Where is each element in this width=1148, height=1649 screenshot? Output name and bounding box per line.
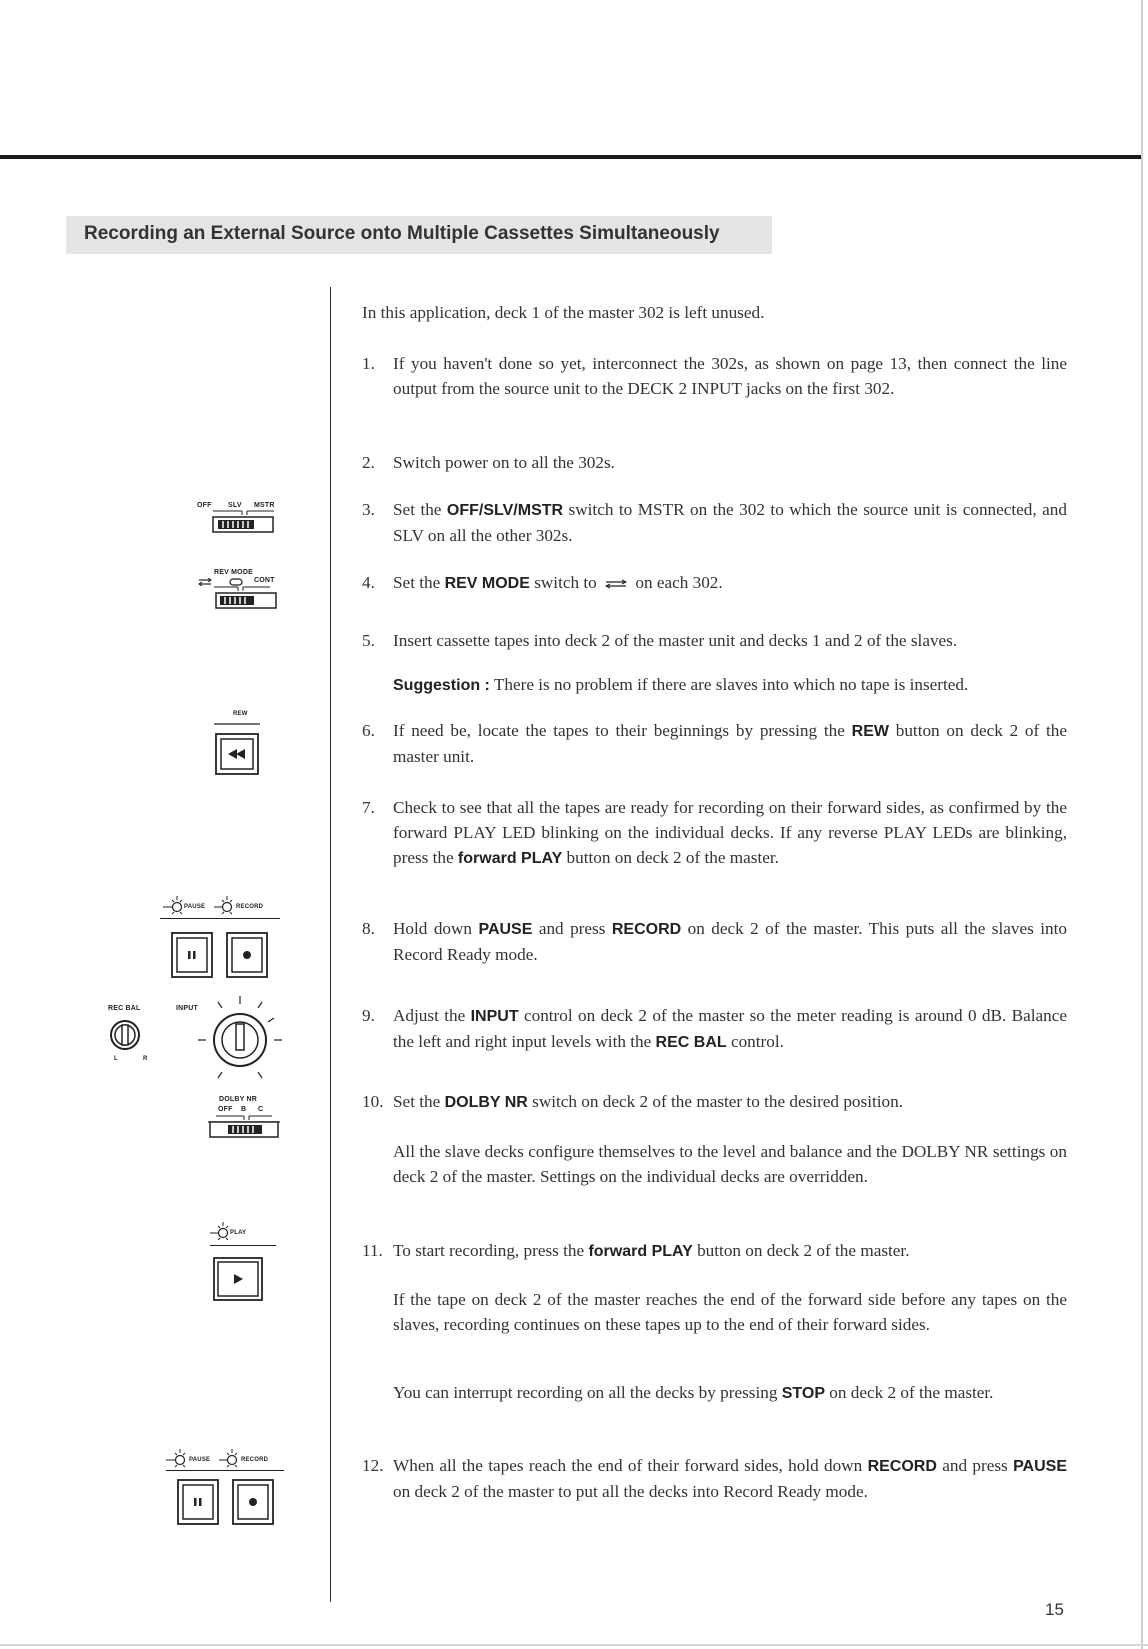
text-run: on deck 2 of the master. This puts all the slaves into Record Ready mode.: [393, 919, 1067, 964]
text-run: To start recording, press the: [393, 1241, 589, 1260]
step-number: 5.: [362, 631, 375, 650]
step-8: [362, 916, 1067, 967]
rev-mode-label: REV MODE: [214, 569, 253, 576]
step-11-note-b: [393, 1380, 1067, 1406]
text-run: Check to see that all the tapes are ready for recording on their forward sides, as confirmed by the forward PLAY LED blinking on the individual decks. If any reverse PLAY LEDs are blinking, press the: [393, 798, 1067, 867]
record-led-label: RECORD: [236, 904, 264, 910]
step-7: [362, 795, 1067, 871]
step-11: [362, 1238, 1067, 1264]
slv-label: SLV: [228, 502, 242, 509]
step-number: 2.: [362, 453, 375, 472]
step-number: 1.: [362, 354, 375, 373]
pause-button[interactable]: [170, 931, 214, 979]
text-run: Set the: [393, 500, 447, 519]
record-keyword: RECORD: [867, 1458, 937, 1475]
text-run: Hold down: [393, 919, 479, 938]
step-5: [362, 628, 1067, 653]
record-button[interactable]: [225, 931, 269, 979]
text-run: You can interrupt recording on all the decks by pressing: [393, 1383, 782, 1402]
pause-led-label: PAUSE: [184, 904, 206, 910]
pause-keyword: PAUSE: [478, 921, 533, 938]
step-number: 11.: [362, 1241, 383, 1260]
step-text: Insert cassette tapes into deck 2 of the master unit and decks 1 and 2 of the slaves.: [393, 631, 958, 650]
dolby-c-label: C: [258, 1106, 264, 1113]
off-slv-mstr-switch[interactable]: [210, 509, 280, 537]
r-label: R: [143, 1056, 148, 1062]
page-edge-bottom: [0, 1644, 1148, 1646]
rew-keyword: REW: [851, 723, 889, 740]
dolby-nr-keyword: DOLBY NR: [444, 1094, 528, 1111]
text-run: button on deck 2 of the master.: [562, 848, 779, 867]
step-3: [362, 497, 1067, 548]
step-text: [393, 570, 1067, 596]
text-run: button on deck 2 of the master.: [692, 1241, 910, 1260]
step-text: [393, 1453, 1067, 1504]
cont-label: CONT: [254, 577, 275, 584]
text-run: on deck 2 of the master.: [825, 1383, 994, 1402]
step-number: 10.: [362, 1092, 384, 1111]
text-run: switch on deck 2 of the master to the desired position.: [527, 1092, 904, 1111]
step-text: [393, 1238, 1067, 1264]
step-4: [362, 570, 1067, 596]
rec-bal-knob[interactable]: [108, 1018, 142, 1052]
step-number: 7.: [362, 798, 375, 817]
reverse-symbol-icon: [198, 578, 212, 586]
record-button-2[interactable]: [231, 1478, 275, 1526]
step-number: 9.: [362, 1006, 375, 1025]
step-number: 8.: [362, 919, 375, 938]
step-number: 3.: [362, 500, 375, 519]
text-run: and press: [532, 919, 612, 938]
text-run: Set the: [393, 573, 445, 592]
step-10: [362, 1089, 1067, 1115]
step-number: 4.: [362, 573, 375, 592]
suggestion-note: [393, 672, 1067, 698]
page-number: 15: [1045, 1600, 1064, 1619]
intro-paragraph: In this application, deck 1 of the master 302 is left unused.: [362, 303, 765, 322]
text-run: on each 302.: [631, 573, 723, 592]
step-number: 12.: [362, 1456, 384, 1475]
stop-keyword: STOP: [781, 1385, 825, 1402]
pause-record-rule: [160, 918, 280, 919]
step-2: [362, 450, 1067, 475]
step-10-note: All the slave decks configure themselves to the level and balance and the DOLBY NR settings on deck 2 of the master. Settings on the individual decks are overridden.: [393, 1142, 1067, 1186]
suggestion-label: Suggestion :: [393, 677, 490, 694]
step-text: [393, 497, 1067, 548]
forward-play-keyword: forward PLAY: [588, 1243, 693, 1260]
text-run: control on deck 2 of the master so the meter reading is around 0 dB. Balance the left and right input levels with the: [393, 1006, 1068, 1051]
rew-label: REW: [233, 711, 248, 717]
rec-bal-label: REC BAL: [108, 1005, 141, 1012]
step-text: Switch power on to all the 302s.: [393, 453, 615, 472]
pause-record-rule-2: [166, 1470, 284, 1471]
step-11-note-a: If the tape on deck 2 of the master reaches the end of the forward side before any tapes on the slaves, recording continues on these tapes up to the end of their forward sides.: [393, 1290, 1067, 1334]
text-run: switch to: [529, 573, 602, 592]
step-text: [393, 718, 1067, 769]
rec-bal-keyword: REC BAL: [655, 1034, 727, 1051]
mstr-label: MSTR: [254, 502, 275, 509]
off-label: OFF: [197, 502, 212, 509]
pause-led-label-2: PAUSE: [189, 1457, 211, 1463]
forward-play-keyword: forward PLAY: [457, 850, 563, 867]
column-divider: [330, 287, 331, 1602]
text-run: Adjust the: [393, 1006, 471, 1025]
pause-keyword: PAUSE: [1013, 1458, 1067, 1475]
text-run: on deck 2 of the master to put all the decks into Record Ready mode.: [393, 1482, 868, 1501]
off-slv-mstr-keyword: OFF/SLV/MSTR: [446, 502, 564, 519]
text-run: switch to MSTR on the 302 to which the source unit is connected, and SLV on all the other 302s.: [393, 500, 1067, 545]
rew-button[interactable]: [212, 722, 262, 778]
input-knob[interactable]: [196, 994, 286, 1084]
record-keyword: RECORD: [611, 921, 682, 938]
dolby-nr-label: DOLBY NR: [219, 1096, 258, 1103]
play-led-label: PLAY: [230, 1230, 247, 1236]
text-run: There is no problem if there are slaves into which no tape is inserted.: [489, 675, 969, 694]
step-9: [362, 1003, 1067, 1055]
rev-mode-switch[interactable]: [214, 585, 284, 611]
dolby-b-label: B: [241, 1106, 247, 1113]
text-run: button on deck 2 of the master unit.: [393, 721, 1067, 766]
step-text: If you haven't done so yet, interconnect the 302s, as shown on page 13, then connect the line output from the source unit to the DECK 2 INPUT jacks on the first 302.: [393, 354, 1067, 398]
text-run: When all the tapes reach the end of their forward sides, hold down: [393, 1456, 868, 1475]
pause-button-2[interactable]: [176, 1478, 220, 1526]
reverse-symbol-icon: [605, 579, 627, 589]
l-label: L: [114, 1056, 118, 1062]
play-button[interactable]: [212, 1256, 264, 1302]
step-text: [393, 916, 1067, 967]
top-rule: [0, 155, 1141, 159]
step-12: [362, 1453, 1067, 1504]
page-edge: [1141, 0, 1143, 1649]
step-text: [393, 1089, 1067, 1115]
text-run: Set the: [393, 1092, 445, 1111]
step-6: [362, 718, 1067, 769]
input-keyword: INPUT: [470, 1008, 519, 1025]
input-label: INPUT: [176, 1005, 198, 1012]
dolby-nr-switch[interactable]: [206, 1114, 282, 1140]
text-run: control.: [726, 1032, 784, 1051]
dolby-off-label: OFF: [218, 1106, 233, 1113]
play-rule: [210, 1245, 276, 1246]
rev-mode-keyword: REV MODE: [444, 575, 530, 592]
text-run: and press: [936, 1456, 1014, 1475]
step-1: [362, 351, 1067, 401]
step-text: [393, 1003, 1067, 1055]
record-led-label-2: RECORD: [241, 1457, 269, 1463]
step-text: [393, 795, 1067, 871]
section-title: Recording an External Source onto Multiple Cassettes Simultaneously: [66, 216, 772, 254]
step-number: 6.: [362, 721, 375, 740]
text-run: If need be, locate the tapes to their beginnings by pressing the: [393, 721, 852, 740]
